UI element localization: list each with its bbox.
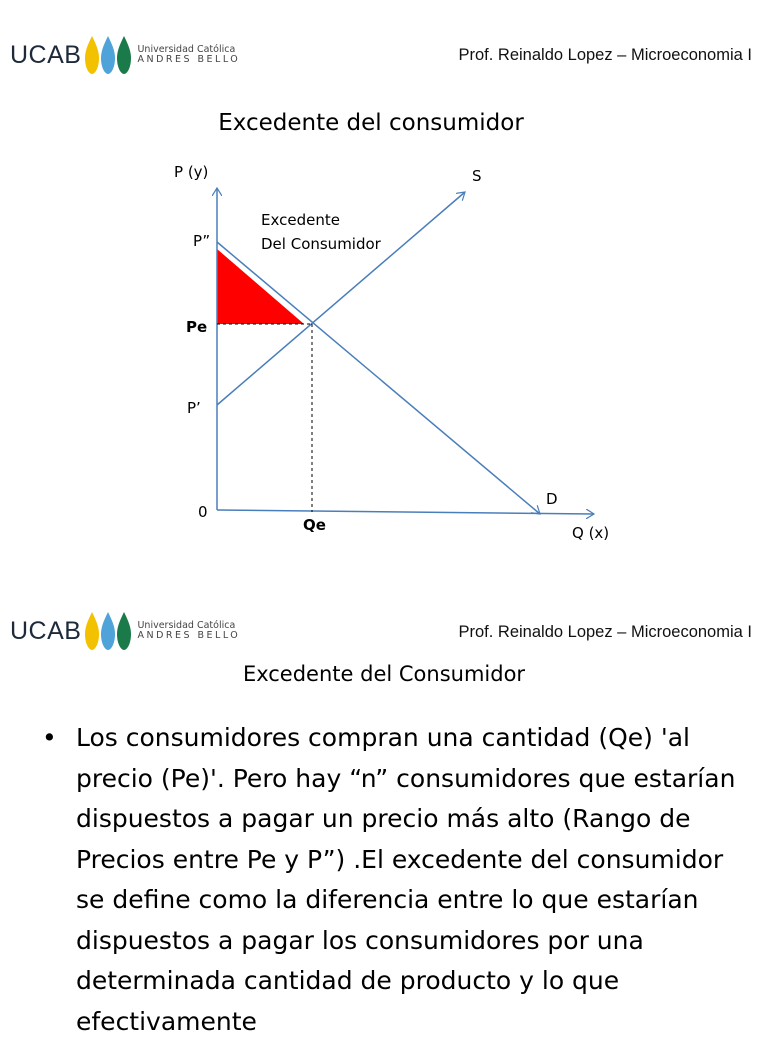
ucab-logo <box>10 36 240 74</box>
surplus-diagram <box>0 150 768 570</box>
bullet-marker: • <box>42 723 57 752</box>
logo-drops-icon-2 <box>85 612 133 650</box>
area-label-2: Del Consumidor <box>261 235 381 253</box>
logo-subtitle-2: Universidad Católica ANDRES BELLO <box>137 620 241 641</box>
slide-title-1: Excedente del consumidor <box>218 110 524 136</box>
ucab-logo-2 <box>10 612 240 650</box>
p-low-label: P’ <box>187 399 201 417</box>
y-axis-label: P (y) <box>174 163 209 181</box>
demand-label: D <box>546 490 558 508</box>
header-author: Prof. Reinaldo Lopez – Microeconomia I <box>458 46 752 64</box>
header-author-2: Prof. Reinaldo Lopez – Microeconomia I <box>458 623 752 641</box>
supply-label: S <box>472 167 482 185</box>
origin-label: 0 <box>198 503 208 521</box>
logo-drops-icon <box>85 36 133 74</box>
p-high-label: P” <box>193 232 211 250</box>
logo-subtitle: Universidad Católica ANDRES BELLO <box>137 44 241 65</box>
surplus-area <box>217 249 304 324</box>
slide-title-2: Excedente del Consumidor <box>242 662 526 686</box>
demand-line <box>217 242 540 514</box>
body-paragraph: Los consumidores compran una cantidad (Qe) 'al precio (Pe)'. Pero hay “n” consumidores que estarían dispuestos a pagar un precio más alto (Rango de Precios entre Pe y P”) .El excedente del consumidor se define como la diferencia entre lo que estarían dispuestos a pagar los consumidores por una determinada cantidad de producto y lo que efectivamente <box>76 723 736 1036</box>
x-axis-label: Q (x) <box>572 524 610 542</box>
logo-text-2: UCAB <box>10 616 82 645</box>
logo-text: UCAB <box>10 40 82 69</box>
qe-label: Qe <box>303 516 326 534</box>
area-label-1: Excedente <box>261 211 340 229</box>
pe-label: Pe <box>186 318 208 336</box>
